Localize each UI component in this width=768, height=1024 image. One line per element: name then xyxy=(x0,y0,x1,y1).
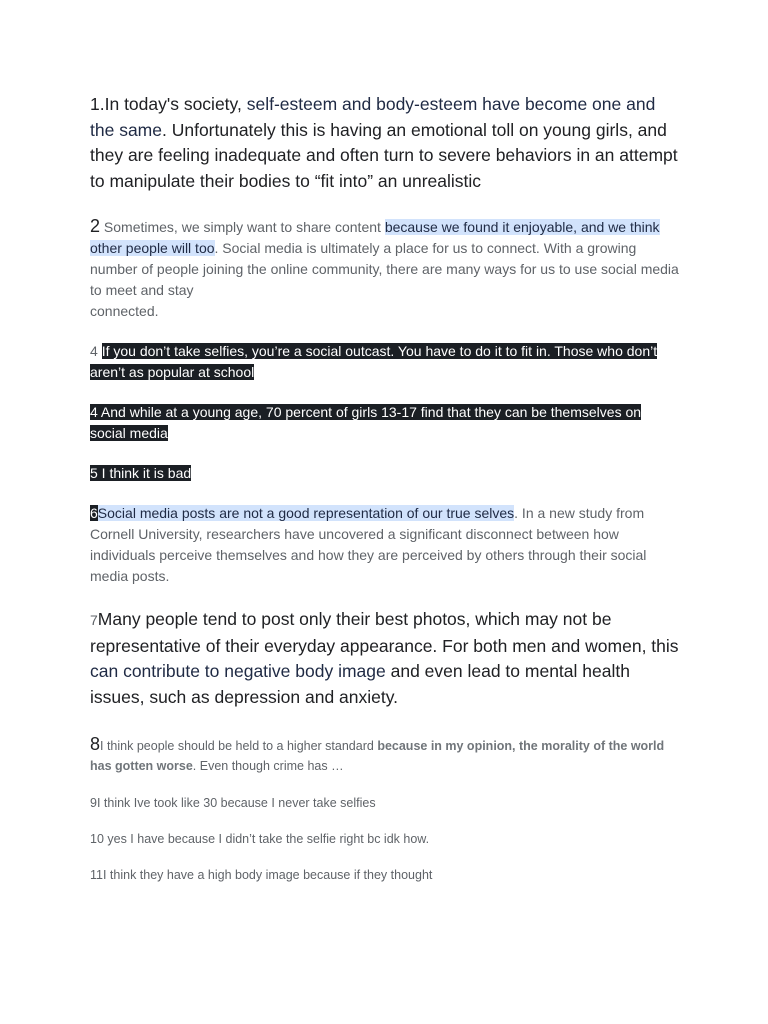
paragraph-number: 7 xyxy=(90,612,98,628)
paragraph-text: Many people tend to post only their best photos, which may not be representative of their everyday appearance. For both men and women, this xyxy=(90,609,679,656)
paragraph-text: connected. xyxy=(90,303,159,319)
paragraph-6 xyxy=(90,503,680,587)
paragraph-text: In today's society, xyxy=(104,94,247,114)
emphasized-text: self-esteem and body-esteem have become one and the same xyxy=(90,94,656,140)
paragraph-text: . Unfortunately this is having an emotional toll on young girls, and they are feeling inadequate and often turn to severe behaviors in an attempt to manipulate their bodies to “fit into” an unrealistic xyxy=(90,119,678,191)
paragraph-7 xyxy=(90,607,680,710)
paragraph-text: . Even though crime has … xyxy=(192,759,344,773)
paragraph-3 xyxy=(90,341,680,383)
paragraph-4 xyxy=(90,402,680,444)
paragraph-text: Sometimes, we simply want to share content xyxy=(100,219,385,235)
highlighted-text: because we found it enjoyable, and we think other people will too xyxy=(90,219,660,256)
paragraph-number: 1. xyxy=(90,94,105,114)
paragraph-5 xyxy=(90,463,680,484)
paragraph-8 xyxy=(90,734,680,776)
paragraph-text: I think people should be held to a higher standard xyxy=(100,739,378,753)
paragraph-number: 8 xyxy=(90,734,101,754)
paragraph-number: 2 xyxy=(90,216,101,236)
paragraph-11: 11I think they have a high body image because if they thought xyxy=(90,868,433,882)
emphasized-text: can contribute to negative body image xyxy=(90,661,386,681)
paragraph-1 xyxy=(90,92,680,194)
highlighted-text: 5 I think it is bad xyxy=(90,465,192,481)
paragraph-10: 10 yes I have because I didn’t take the selfie right bc idk how. xyxy=(90,832,430,846)
paragraph-text: and even lead to mental health issues, such as depression and anxiety. xyxy=(90,661,630,707)
paragraph-2 xyxy=(90,216,680,322)
paragraph-number: 4 xyxy=(90,343,102,359)
highlighted-text: If you don’t take selfies, you’re a social outcast. You have to do it to fit in. Those who don’t aren’t as popular at school xyxy=(90,343,658,380)
highlighted-text: Social media posts are not a good representation of our true selves xyxy=(97,505,515,521)
paragraph-text: . In a new study from Cornell University, researchers have uncovered a significant disconnect between how individuals perceive themselves and how they are perceived by others through their social media posts. xyxy=(90,505,647,584)
document-body xyxy=(90,92,680,884)
highlighted-text: 4 And while at a young age, 70 percent of girls 13-17 find that they can be themselves on social media xyxy=(90,404,642,441)
paragraph-number: 6 xyxy=(90,505,98,521)
paragraph-9: 9I think Ive took like 30 because I never take selfies xyxy=(90,796,376,810)
bold-text: because in my opinion, the morality of the world has gotten worse xyxy=(90,739,665,773)
paragraph-text: . Social media is ultimately a place for us to connect. With a growing number of people joining the online community, there are many ways for us to use social media to meet and stay xyxy=(90,240,679,298)
